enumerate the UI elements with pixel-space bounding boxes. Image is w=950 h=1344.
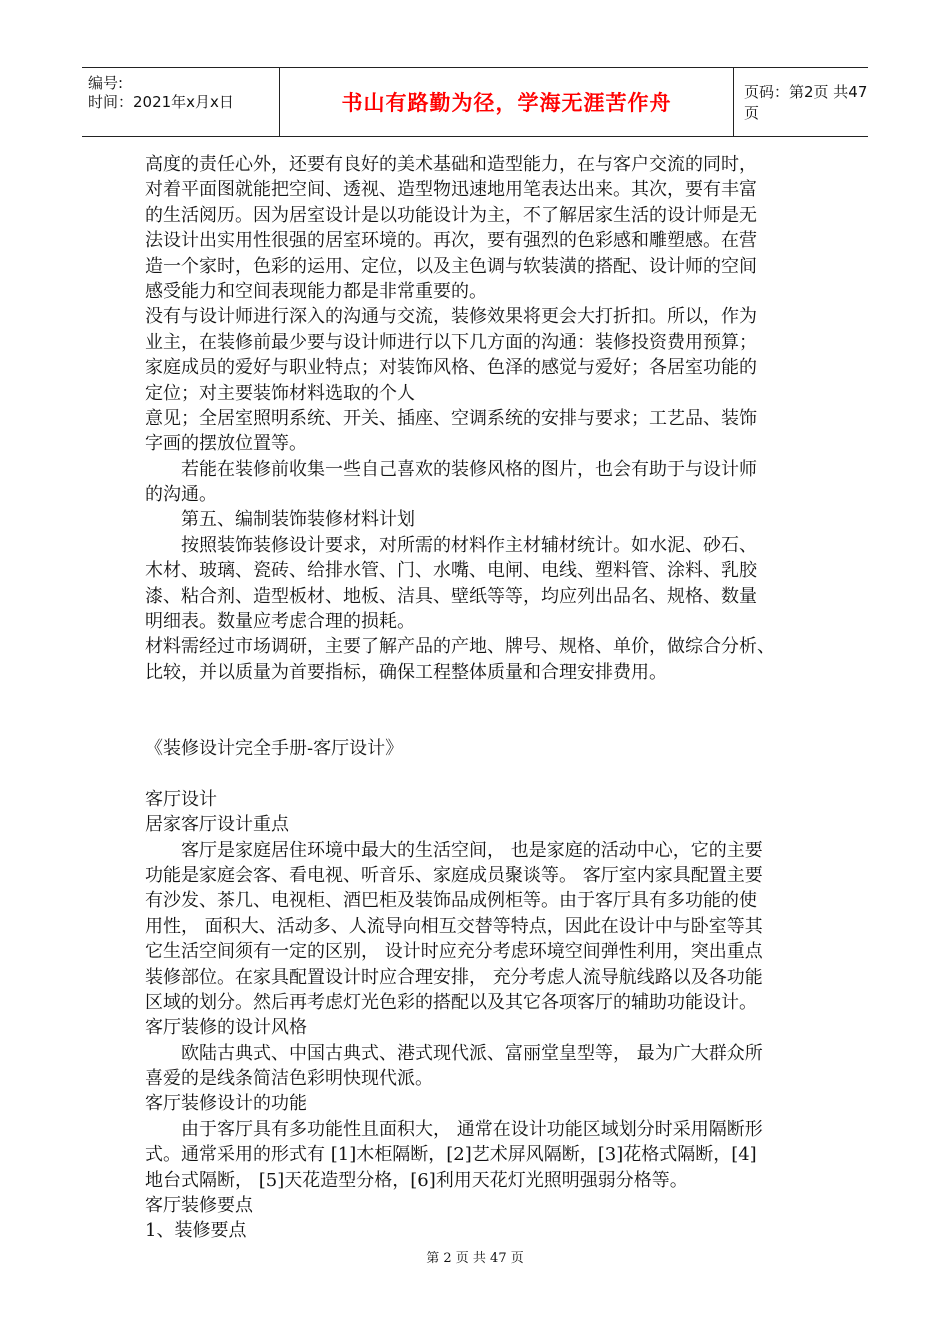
text-line: 第五、编制装饰装修材料计划 bbox=[181, 509, 415, 531]
text-line: 字画的摆放位置等。 bbox=[145, 433, 307, 455]
text-line: 有沙发、茶几、电视柜、酒巴柜及装饰品成例柜等。由于客厅具有多功能的使 bbox=[145, 890, 757, 912]
text-line: 漆、粘合剂、造型板材、地板、洁具、壁纸等等，均应列出品名、规格、数量 bbox=[145, 585, 757, 607]
text-line: 地台式隔断， [5]天花造型分格，[6]利用天花灯光照明强弱分格等。 bbox=[145, 1169, 688, 1191]
text-line: 客厅装修设计的功能 bbox=[145, 1093, 307, 1115]
text-line: 式。通常采用的形式有 [1]木柜隔断，[2]艺术屏风隔断，[3]花格式隔断，[4] bbox=[145, 1144, 757, 1166]
blank-line bbox=[145, 685, 815, 710]
text-line: 用性， 面积大、活动多、人流导向相互交替等特点，因此在设计中与卧室等其 bbox=[145, 915, 763, 937]
text-line: 功能是家庭会客、看电视、听音乐、家庭成员聚谈等。 客厅室内家具配置主要 bbox=[145, 864, 763, 886]
page-footer bbox=[0, 1247, 950, 1266]
text-line: 高度的责任心外，还要有良好的美术基础和造型能力，在与客户交流的同时， bbox=[145, 154, 757, 175]
text-line: 对着平面图就能把空间、透视、造型物迅速地用笔表达出来。其次，要有丰富 bbox=[145, 179, 757, 201]
text-line: 若能在装修前收集一些自己喜欢的装修风格的图片，也会有助于与设计师 bbox=[181, 458, 757, 480]
text-line: 材料需经过市场调研，主要了解产品的产地、牌号、规格、单价，做综合分析、 bbox=[145, 636, 775, 658]
text-line: 客厅是家庭居住环境中最大的生活空间， 也是家庭的活动中心，它的主要 bbox=[181, 839, 763, 861]
text-line: 法设计出实用性很强的居室环境的。再次，要有强烈的色彩感和雕塑感。在营 bbox=[145, 230, 757, 252]
text-line: 意见；全居室照明系统、开关、插座、空调系统的安排与要求；工艺品、装饰 bbox=[145, 407, 757, 429]
header-page-cell bbox=[734, 68, 868, 136]
text-line: 造一个家时，色彩的运用、定位，以及主色调与软装潢的搭配、设计师的空间 bbox=[145, 255, 757, 277]
text-line: 居家客厅设计重点 bbox=[145, 814, 289, 836]
text-line: 没有与设计师进行深入的沟通与交流，装修效果将更会大打折扣。所以，作为 bbox=[145, 306, 757, 328]
text-line: 装修部位。在家具配置设计时应合理安排， 充分考虑人流导航线路以及各功能 bbox=[145, 966, 763, 988]
text-line: 它生活空间须有一定的区别， 设计时应充分考虑环境空间弹性利用，突出重点 bbox=[145, 941, 763, 963]
text-line: 客厅装修的设计风格 bbox=[145, 1017, 307, 1039]
text-line: 木材、玻璃、瓷砖、给排水管、门、水嘴、电闸、电线、塑料管、涂料、乳胶 bbox=[145, 560, 757, 582]
blank-line bbox=[145, 711, 815, 736]
text-line: 家庭成员的爱好与职业特点；对装饰风格、色泽的感觉与爱好；各居室功能的 bbox=[145, 357, 757, 379]
page-header bbox=[82, 67, 868, 137]
footer-page-number: 第 2 页 共 47 页 bbox=[426, 1251, 524, 1266]
motto-text: 书山有路勤为径，学海无涯苦作舟 bbox=[341, 91, 672, 115]
text-line: 比较，并以质量为首要指标，确保工程整体质量和合理安排费用。 bbox=[145, 661, 667, 683]
text-line: 由于客厅具有多功能性且面积大， 通常在设计功能区域划分时采用隔断形 bbox=[181, 1118, 763, 1140]
document-number-label: 编号: bbox=[88, 74, 124, 92]
header-motto-cell bbox=[280, 68, 734, 136]
text-line: 的沟通。 bbox=[145, 484, 217, 506]
document-date-label: 时间：2021年x月x日 bbox=[88, 93, 234, 111]
text-line: 区域的划分。然后再考虑灯光色彩的搭配以及其它各项客厅的辅助功能设计。 bbox=[145, 991, 757, 1013]
text-line: 定位；对主要装饰材料选取的个人 bbox=[145, 382, 415, 404]
text-line: 客厅装修要点 bbox=[145, 1195, 253, 1217]
text-line: 《装修设计完全手册-客厅设计》 bbox=[145, 737, 404, 759]
text-line: 1、装修要点 bbox=[145, 1220, 247, 1242]
text-line: 业主，在装修前最少要与设计师进行以下几方面的沟通：装修投资费用预算； bbox=[145, 331, 757, 353]
text-line: 感受能力和空间表现能力都是非常重要的。 bbox=[145, 280, 487, 302]
text-line: 明细表。数量应考虑合理的损耗。 bbox=[145, 611, 415, 633]
blank-line bbox=[145, 761, 815, 786]
text-line: 的生活阅历。因为居室设计是以功能设计为主，不了解居家生活的设计师是无 bbox=[145, 204, 757, 226]
header-page-number: 页码：第2页 共47页 bbox=[744, 83, 868, 122]
header-info-cell bbox=[82, 68, 280, 136]
document-body bbox=[145, 152, 815, 1244]
text-line: 欧陆古典式、中国古典式、港式现代派、富丽堂皇型等， 最为广大群众所 bbox=[181, 1042, 763, 1064]
text-line: 按照装饰装修设计要求，对所需的材料作主材辅材统计。如水泥、砂石、 bbox=[181, 534, 757, 556]
text-line: 喜爱的是线条简洁色彩明快现代派。 bbox=[145, 1068, 433, 1090]
text-line: 客厅设计 bbox=[145, 788, 217, 810]
